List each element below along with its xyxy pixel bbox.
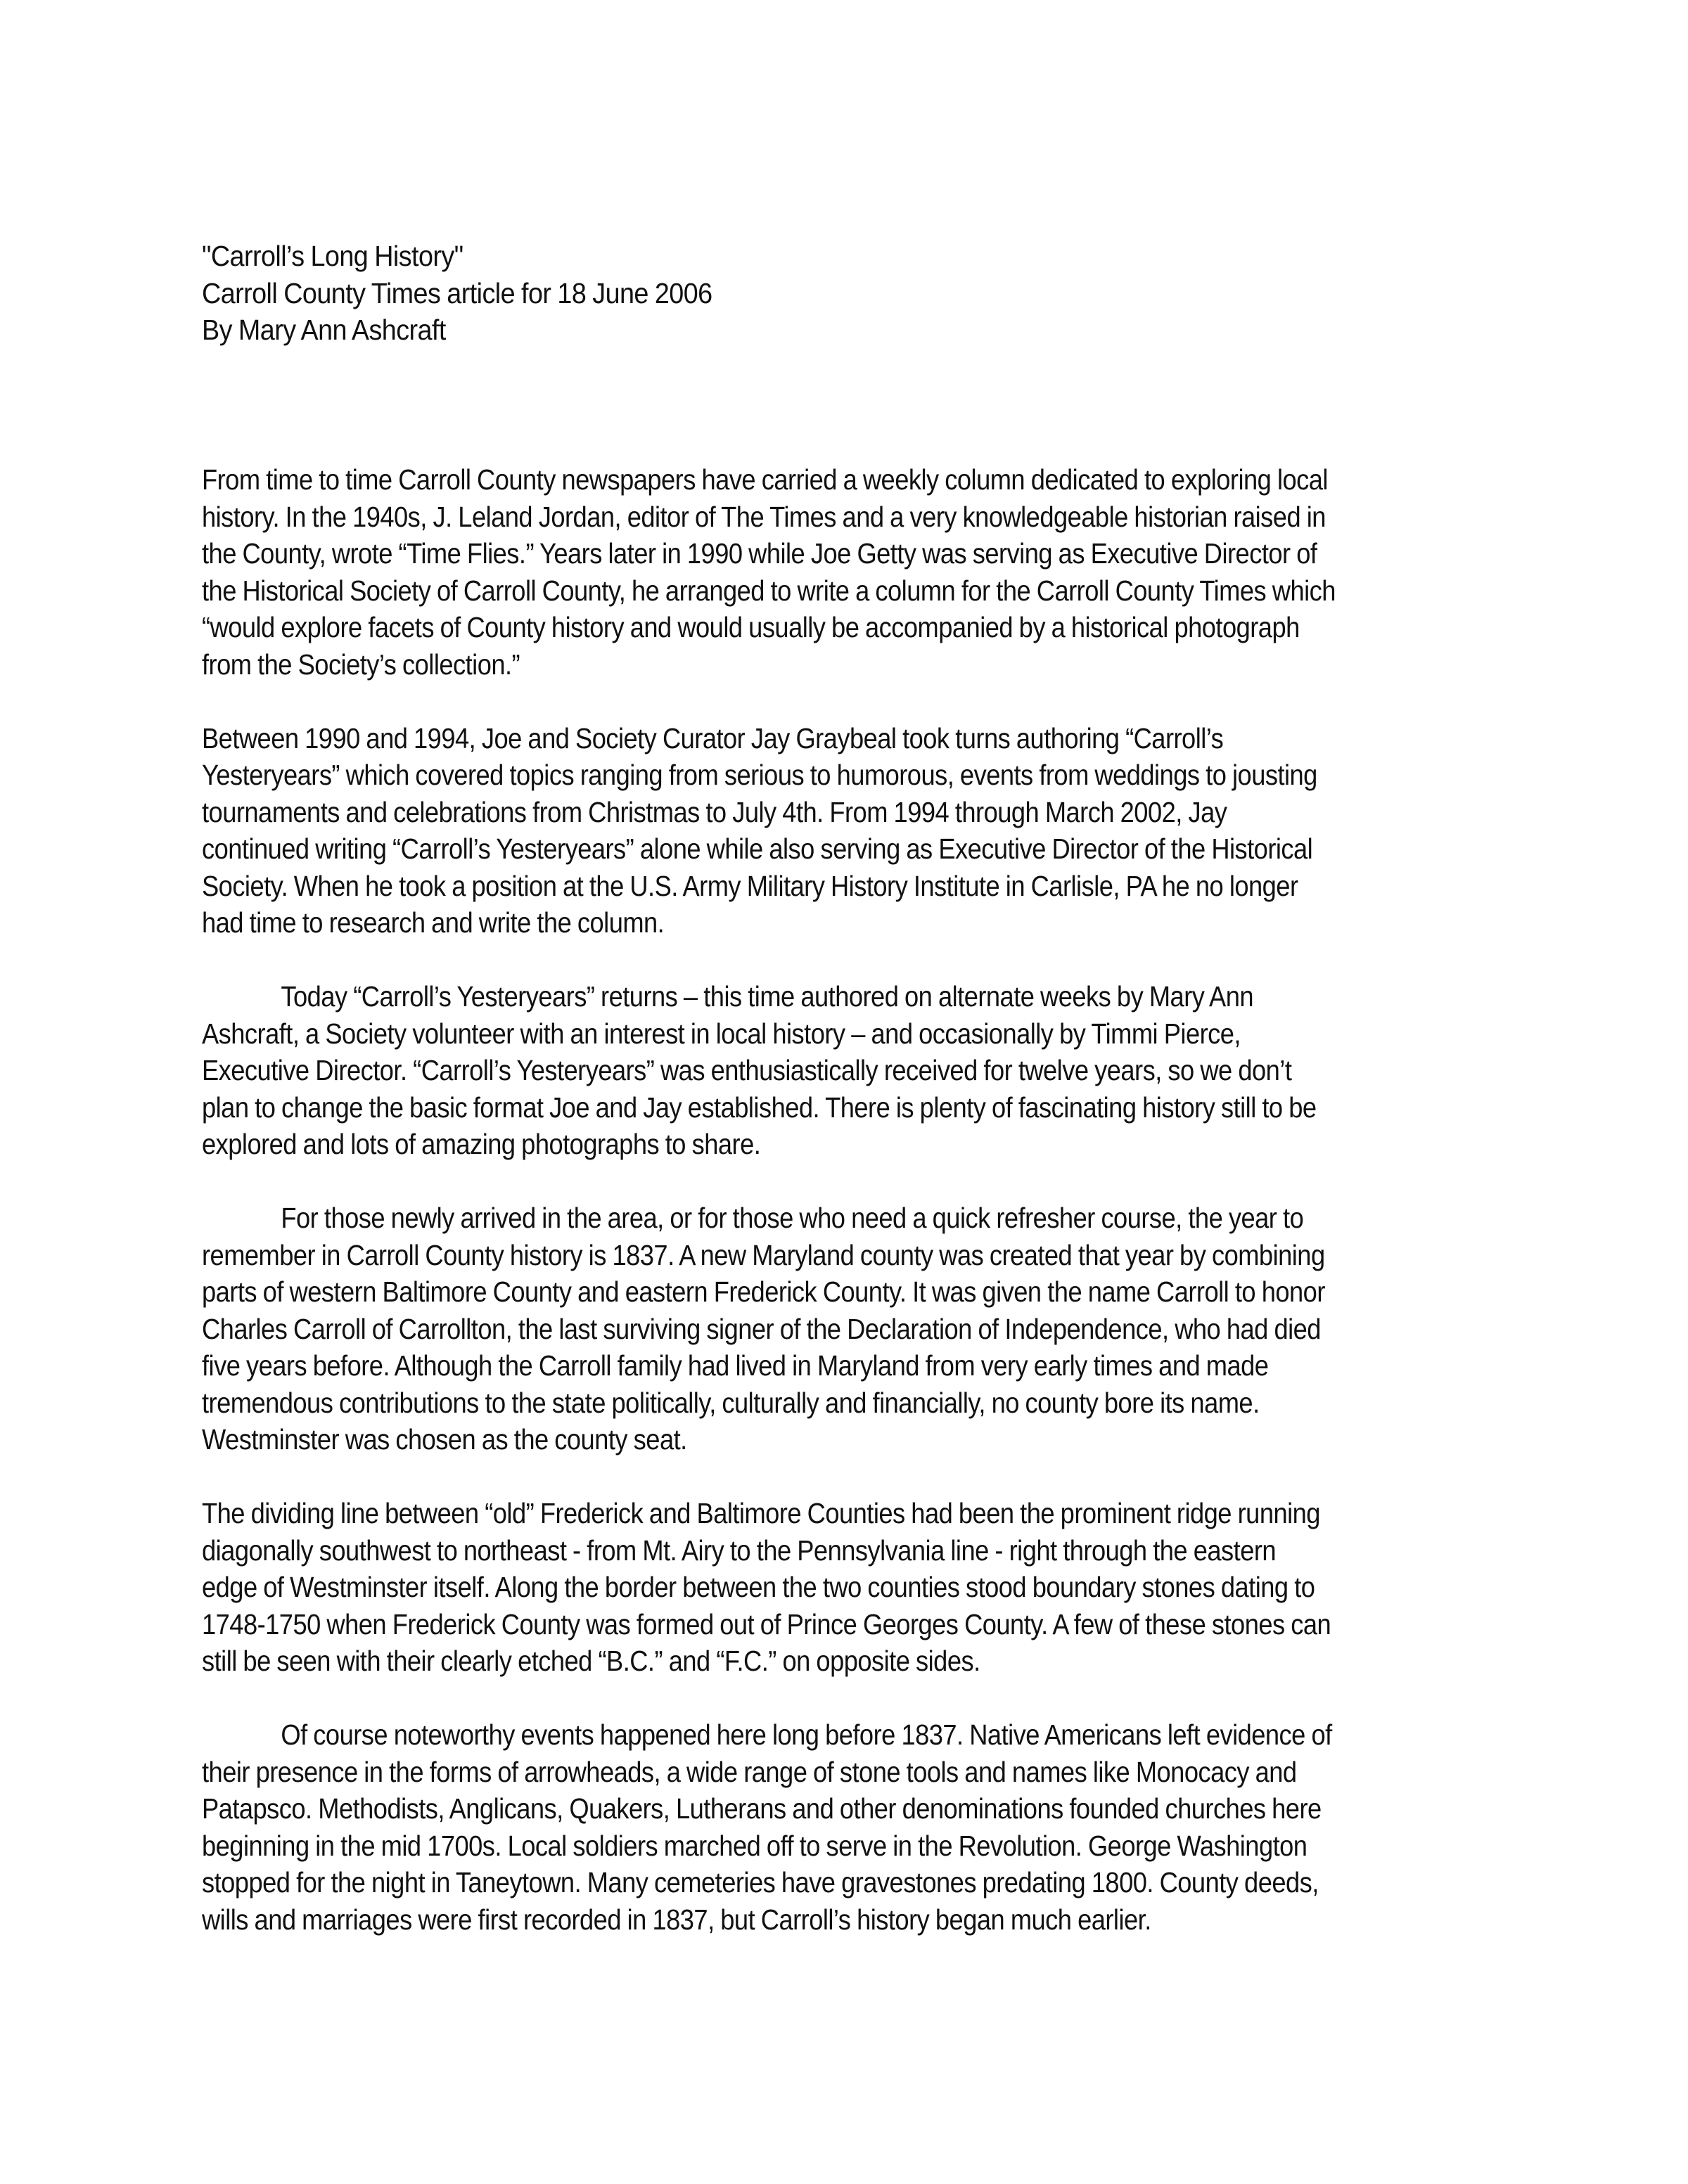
text-line: plan to change the basic format Joe and Jay established. There is plenty of fascinating history still to be [202,1091,1317,1124]
paragraph-4 [202,1200,1510,1458]
text-line: their presence in the forms of arrowheads, a wide range of stone tools and names like Monocacy and [202,1755,1297,1788]
article-body [202,461,1510,1975]
text-line: still be seen with their clearly etched “B.C.” and “F.C.” on opposite sides. [202,1645,980,1677]
byline: By Mary Ann Ashcraft [202,314,446,346]
text-line: “would explore facets of County history and would usually be accompanied by a historical photograph [202,611,1300,643]
text-line: diagonally southwest to northeast - from Mt. Airy to the Pennsylvania line - right through the eastern [202,1534,1277,1567]
text-line: Charles Carroll of Carrollton, the last surviving signer of the Declaration of Independence, who had died [202,1312,1321,1345]
paragraph-1 [202,461,1510,683]
text-line: parts of western Baltimore County and eastern Frederick County. It was given the name Carroll to honor [202,1276,1325,1308]
text-line: the County, wrote “Time Flies.” Years later in 1990 while Joe Getty was serving as Executive Director of [202,537,1317,570]
text-line: Of course noteworthy events happened here long before 1837. Native Americans left evidence of [281,1719,1332,1751]
text-line: explored and lots of amazing photographs to share. [202,1128,761,1160]
text-line: Between 1990 and 1994, Joe and Society Curator Jay Graybeal took turns authoring “Carroll’s [202,721,1224,754]
text-line: Yesteryears” which covered topics ranging from serious to humorous, events from weddings to jousting [202,759,1317,791]
article-title: "Carroll’s Long History" [202,240,463,272]
text-line: history. In the 1940s, J. Leland Jordan, editor of The Times and a very knowledgeable historian raised in [202,500,1326,533]
text-line: tournaments and celebrations from Christmas to July 4th. From 1994 through March 2002, Jay [202,795,1227,828]
text-line: From time to time Carroll County newspapers have carried a weekly column dedicated to exploring local [202,463,1328,496]
text-line: had time to research and write the column. [202,906,665,939]
text-line: Patapsco. Methodists, Anglicans, Quakers, Lutherans and other denominations founded churches here [202,1792,1322,1825]
text-line: Ashcraft, a Society volunteer with an interest in local history – and occasionally by Timmi Pierce, [202,1017,1241,1050]
text-line: wills and marriages were first recorded in 1837, but Carroll’s history began much earlier. [202,1903,1151,1936]
paragraph-6 [202,1716,1510,1938]
text-line: five years before. Although the Carroll family had lived in Maryland from very early times and made [202,1349,1269,1382]
paragraph-5 [202,1495,1510,1680]
text-line: stopped for the night in Taneytown. Many cemeteries have gravestones predating 1800. County deeds, [202,1866,1319,1899]
text-line: edge of Westminster itself. Along the border between the two counties stood boundary stones dating to [202,1571,1315,1603]
text-line: 1748-1750 when Frederick County was formed out of Prince Georges County. A few of these stones can [202,1607,1331,1640]
article-header [202,238,757,349]
text-line: Society. When he took a position at the U.S. Army Military History Institute in Carlisle, PA he no longer [202,869,1298,902]
text-line: continued writing “Carroll’s Yesteryears” alone while also serving as Executive Director of the Historical [202,833,1313,865]
text-line: remember in Carroll County history is 1837. A new Maryland county was created that year by combining [202,1238,1325,1271]
text-line: from the Society’s collection.” [202,648,520,681]
text-line: the Historical Society of Carroll County, he arranged to write a column for the Carroll County Times which [202,574,1336,607]
text-line: tremendous contributions to the state politically, culturally and financially, no county bore its name. [202,1386,1260,1419]
text-line: For those newly arrived in the area, or for those who need a quick refresher course, the year to [281,1202,1304,1234]
text-line: Today “Carroll’s Yesteryears” returns – this time authored on alternate weeks by Mary Ann [281,980,1253,1013]
text-line: Westminster was chosen as the county seat. [202,1423,687,1456]
text-line: beginning in the mid 1700s. Local soldiers marched off to serve in the Revolution. George Washington [202,1829,1307,1862]
publication-line: Carroll County Times article for 18 June 2006 [202,276,712,309]
paragraph-2 [202,720,1510,942]
paragraph-3 [202,978,1510,1163]
text-line: The dividing line between “old” Frederick and Baltimore Counties had been the prominent ridge running [202,1497,1320,1529]
text-line: Executive Director. “Carroll’s Yesteryears” was enthusiastically received for twelve years, so we don’t [202,1054,1292,1086]
